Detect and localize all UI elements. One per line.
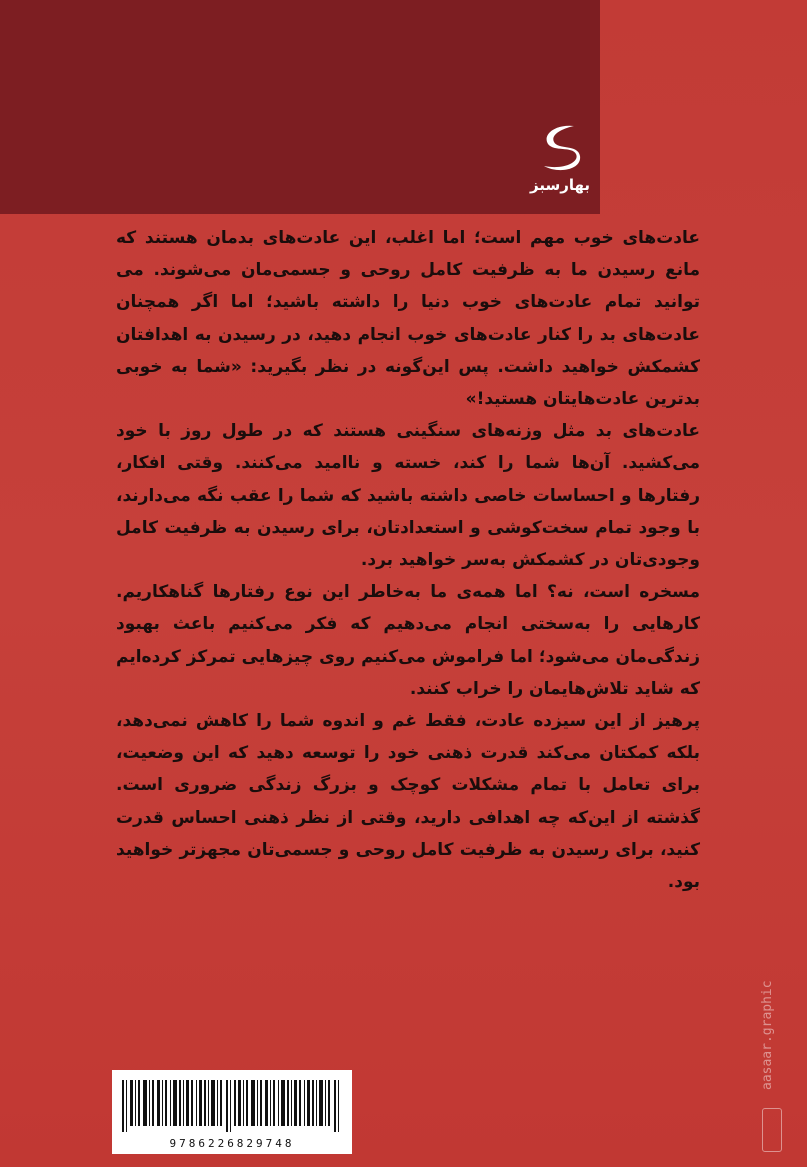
- blurb-paragraph: مسخره است، نه؟ اما همه‌ی ما به‌خاطر این نوع رفتارها گناهکاریم. کارهایی را به‌سختی انجام می‌دهیم که فکر می‌کنیم باعث بهبود زندگی‌مان می‌شود؛ اما فراموش می‌کنیم روی چیزهایی تمرکز کرده‌ایم که شاید تلاش‌هایمان را خراب کنند.: [116, 582, 700, 699]
- isbn-barcode: [112, 1070, 352, 1154]
- watermark-logo-icon: [762, 1108, 782, 1152]
- publisher-logo: [530, 120, 590, 200]
- blurb-paragraph: پرهیز از این سیزده عادت، فقط غم و اندوه شما را کاهش نمی‌دهد، بلکه کمکتان می‌کند قدرت ذهنی خود را توسعه دهید که این وضعیت، برای تعامل با تمام مشکلات کوچک و بزرگ زندگی ضروری است. گذشته از این‌که چه اهدافی دارید، وقتی از نظر ذهنی احساس قدرت کنید، برای رسیدن به ظرفیت کامل روحی و جسمی‌تان مجهزتر خواهید بود.: [116, 711, 700, 893]
- back-cover-blurb: [116, 222, 700, 898]
- barcode-bars: [122, 1080, 342, 1132]
- publisher-name: بهارسبز: [529, 176, 590, 194]
- top-color-band: [0, 0, 600, 214]
- watermark-text: aasaar.graphic: [760, 980, 775, 1090]
- blurb-paragraph: عادت‌های خوب مهم است؛ اما اغلب، این عادت‌های بدمان هستند که مانع رسیدن ما به ظرفیت کامل روحی و جسمی‌مان می‌شوند. می توانید تمام عادت‌های خوب دنیا را داشته باشید؛ اما اگر همچنان عادت‌های بد را کنار عادت‌های خوب انجام دهید، در رسیدن به اهدافتان کشمکش خواهید داشت. پس این‌گونه در نظر بگیرید: «شما به خوبی بدترین عادت‌هایتان هستید!»: [116, 228, 700, 410]
- blurb-paragraph: عادت‌های بد مثل وزنه‌های سنگینی هستند که در طول روز با خود می‌کشید. آن‌ها شما را کند، خسته و ناامید می‌کنند. وقتی افکار، رفتارها و احساسات خاصی داشته باشید که شما را عقب نگه می‌دارند، با وجود تمام سخت‌کوشی و استعدادتان، برای رسیدن به ظرفیت کامل وجودی‌تان در کشمکش به‌سر خواهید برد.: [116, 421, 700, 571]
- isbn-number: 9786226829748: [169, 1137, 295, 1150]
- leaf-logo-icon: [534, 120, 586, 178]
